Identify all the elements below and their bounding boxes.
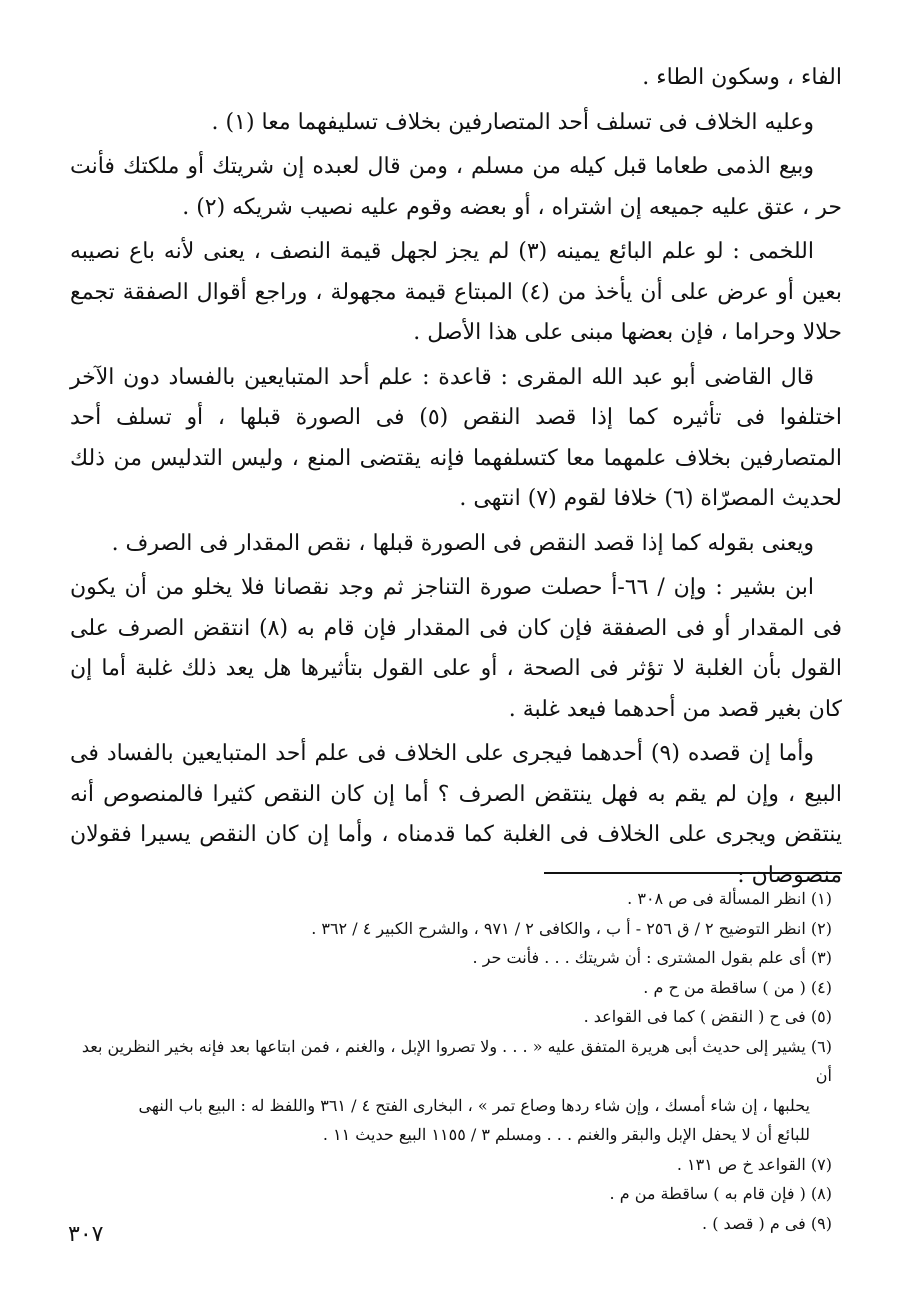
footnote-3: (٣) أى علم بقول المشترى : أن شريتك . . . فأنت حر . [472,948,832,967]
paragraph-4: اللخمى : لو علم البائع يمينه (٣) لم يجز لجهل قيمة النصف ، يعنى لأنه باع نصيبه بعين أو عرض على أن يأخذ من (٤) المبتاع قيمة مجهولة ، وراجع أقوال الصفقة تجمع حلالا وحراما ، فإن بعضها مبنى على هذا الأصل . [70,239,842,345]
footnote-7: (٧) القواعد خ ص ١٣١ . [676,1154,832,1174]
paragraph-3: وبيع الذمى طعاما قبل كيله من مسلم ، ومن قال لعبده إن شريتك أو ملكتك فأنت حر ، عتق عليه جميعه إن اشتراه ، أو بعضه وقوم عليه نصيب شريكه (٢) . [70,154,842,220]
paragraph-6: ويعنى بقوله كما إذا قصد النقص فى الصورة قبلها ، نقص المقدار فى الصرف . [111,530,814,556]
main-text [70,58,842,900]
footnote-6-continued-2: للبائع أن لا يحفل الإبل والبقر والغنم . . . ومسلم ٣ / ١١٥٥ البيع حديث ١١ . [322,1125,810,1144]
footnote-8: (٨) ( فإن قام به ) ساقطة من م . [609,1184,832,1203]
footnote-1: (١) انظر المسألة فى ص ٣٠٨ . [627,889,832,908]
paragraph-1: الفاء ، وسكون الطاء . [642,65,842,90]
footnote-9: (٩) فى م ( قصد ) . [702,1213,832,1233]
paragraph-2: وعليه الخلاف فى تسلف أحد المتصارفين بخلاف تسليفهما معا (١) . [211,109,814,135]
footnote-6-continued: يحلبها ، إن شاء أمسك ، وإن شاء ردها وصاع تمر » ، البخارى الفتح ٤ / ٣٦١ واللفظ له : البيع باب النهى [138,1095,810,1115]
footnote-divider [544,872,842,874]
footnote-6: (٦) يشير إلى حديث أبى هريرة المتفق عليه « . . . ولا تصروا الإبل ، والغنم ، فمن ابتاعها بعد فإنه بخير النظرين بعد أن [81,1036,832,1085]
paragraph-8: وأما إن قصده (٩) أحدهما فيجرى على الخلاف فى علم أحد المتبايعين بالفساد فى البيع ، وإن لم يقم به فهل ينتقض الصرف ؟ أما إن كان النقص كثيرا فالمنصوص أنه ينتقض ويجرى على الخلاف فى الغلبة كما قدمناه ، وأما إن كان النقص يسيرا فقولان منصوصان : [70,741,842,888]
footnote-4: (٤) ( من ) ساقطة من ح م . [643,977,832,997]
paragraph-7: ابن بشير : وإن / ٦٦-أ حصلت صورة التناجز ثم وجد نقصانا فلا يخلو من أن يكون فى المقدار أو فى الصفقة فإن كان فى المقدار فإن قام به (٨) انتقض الصرف على القول بأن الغلبة لا تؤثر فى الصحة ، أو على القول بتأثيرها هل يعد ذلك غلبة أما إن كان بغير قصد من أحدهما فيعد غلبة . [70,575,842,722]
paragraph-5: قال القاضى أبو عبد الله المقرى : قاعدة : علم أحد المتبايعين بالفساد دون الآخر اختلفوا فى تأثيره كما إذا قصد النقص (٥) فى الصورة قبلها ، أو تسلف أحد المتصارفين بخلاف علمهما معا كتسلفهما فإنه يقتضى المنع ، وليس التدليس من ذلك لحديث المصرّاة (٦) خلافا لقوم (٧) انتهى . [70,364,842,511]
footnote-2: (٢) انظر التوضيح ٢ / ق ٢٥٦ - أ ب ، والكافى ٢ / ٩٧١ ، والشرح الكبير ٤ / ٣٦٢ . [311,918,832,938]
page-number: ٣٠٧ [68,1222,104,1247]
footnotes-list [70,884,832,1238]
footnote-5: (٥) فى ح ( النقض ) كما فى القواعد . [583,1007,832,1026]
